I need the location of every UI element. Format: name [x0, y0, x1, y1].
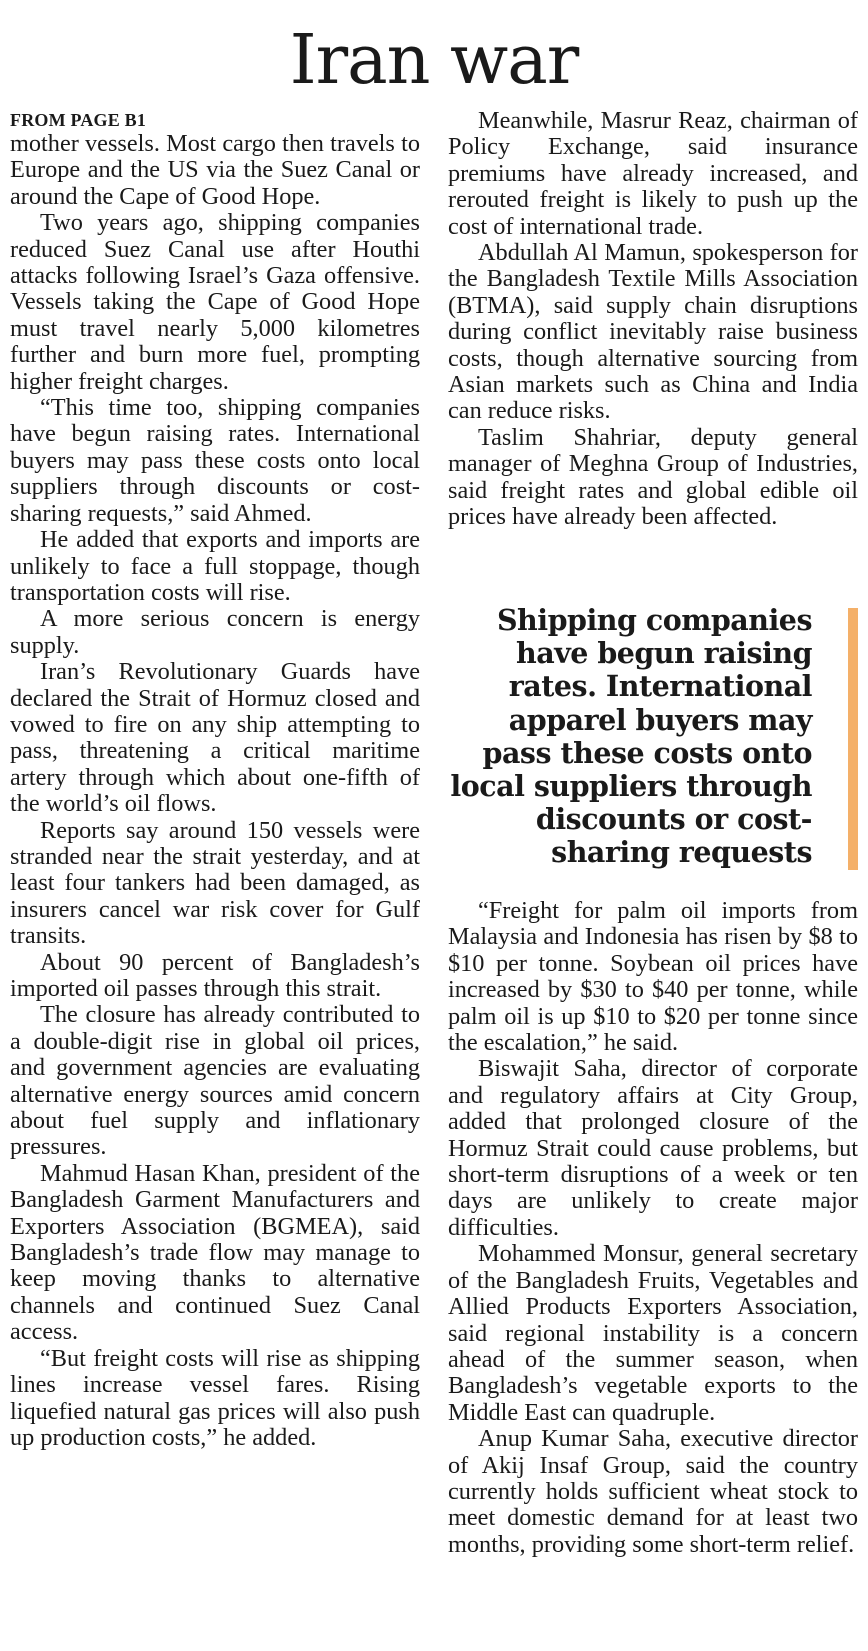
paragraph: Two years ago, shipping companies reduced Suez Canal use after Houthi attacks following Israel’s Gaza offensive. Vessels taking the Cape of Good Hope must travel nearly 5,000 kilometres further and burn more fuel, prompting higher freight charges.	[10, 209, 420, 395]
jump-line: FROM PAGE B1	[10, 110, 147, 130]
paragraph: Mohammed Monsur, general secretary of the Bangladesh Fruits, Vegetables and Allied Products Exporters Association, said regional instability is a concern ahead of the summer season, when Bangladesh’s vegetable exports to the Middle East can quadruple.	[448, 1240, 858, 1426]
paragraph: “But freight costs will rise as shipping lines increase vessel fares. Rising liquefied natural gas prices will also push up production costs,” he added.	[10, 1344, 420, 1451]
paragraph: Biswajit Saha, director of corporate and regulatory affairs at City Group, added that prolonged closure of the Hormuz Strait could cause problems, but short-term disruptions of a week or ten days are unlikely to create major difficulties.	[448, 1055, 858, 1241]
right-column-bottom	[448, 898, 858, 1558]
paragraph: About 90 percent of Bangladesh’s imported oil passes through this strait.	[10, 948, 420, 1002]
paragraph: A more serious concern is energy supply.	[10, 605, 420, 659]
pull-quote: Shipping companies have begun raising rates. International apparel buyers may pass these costs onto local suppliers through discounts or cost-sharing requests	[450, 603, 812, 870]
headline: Iran war	[289, 21, 579, 100]
pull-quote-accent-bar	[848, 608, 858, 870]
paragraph: Mahmud Hasan Khan, president of the Bangladesh Garment Manufacturers and Exporters Association (BGMEA), said Bangladesh’s trade flow may manage to keep moving thanks to alternative channels and continued Suez Canal access.	[10, 1159, 420, 1346]
right-column-top	[448, 108, 858, 531]
paragraph: “Freight for palm oil imports from Malaysia and Indonesia has risen by $8 to $10 per tonne. Soybean oil prices have increased by $30 to $40 per tonne, while palm oil is up $10 to $20 per tonne since the escalation,” he said.	[448, 897, 858, 1057]
paragraph: Anup Kumar Saha, executive director of Akij Insaf Group, said the country currently holds sufficient wheat stock to meet domestic demand for at least two months, providing some short-term relief.	[448, 1425, 858, 1558]
paragraph: Meanwhile, Masrur Reaz, chairman of Policy Exchange, said insurance premiums have already increased, and rerouted freight is likely to push up the cost of international trade.	[448, 107, 858, 240]
paragraph: The closure has already contributed to a double-digit rise in global oil prices, and government agencies are evaluating alternative energy sources amid concern about fuel supply and inflationary pressures.	[10, 1001, 420, 1161]
paragraph: Reports say around 150 vessels were stranded near the strait yesterday, and at least four tankers had been damaged, as insurers cancel war risk cover for Gulf transits.	[10, 816, 420, 950]
paragraph: “This time too, shipping companies have begun raising rates. International buyers may pass these costs onto local suppliers through discounts or cost-sharing requests,” said Ahmed.	[10, 394, 420, 527]
paragraph: Iran’s Revolutionary Guards have declared the Strait of Hormuz closed and vowed to fire on any ship attempting to pass, threatening a critical maritime artery through which about one-fifth of the world’s oil flows.	[10, 658, 420, 818]
paragraph: Abdullah Al Mamun, spokesperson for the Bangladesh Textile Mills Association (BTMA), said supply chain disruptions during conflict inevitably raise business costs, though alternative sourcing from Asian markets such as China and India can reduce risks.	[448, 239, 858, 425]
left-column	[10, 108, 420, 1451]
paragraph: mother vessels. Most cargo then travels to Europe and the US via the Suez Canal or around the Cape of Good Hope.	[10, 130, 420, 210]
paragraph: Taslim Shahriar, deputy general manager of Meghna Group of Industries, said freight rates and global edible oil prices have already been affected.	[448, 423, 858, 531]
paragraph: He added that exports and imports are unlikely to face a full stoppage, though transportation costs will rise.	[10, 526, 420, 606]
